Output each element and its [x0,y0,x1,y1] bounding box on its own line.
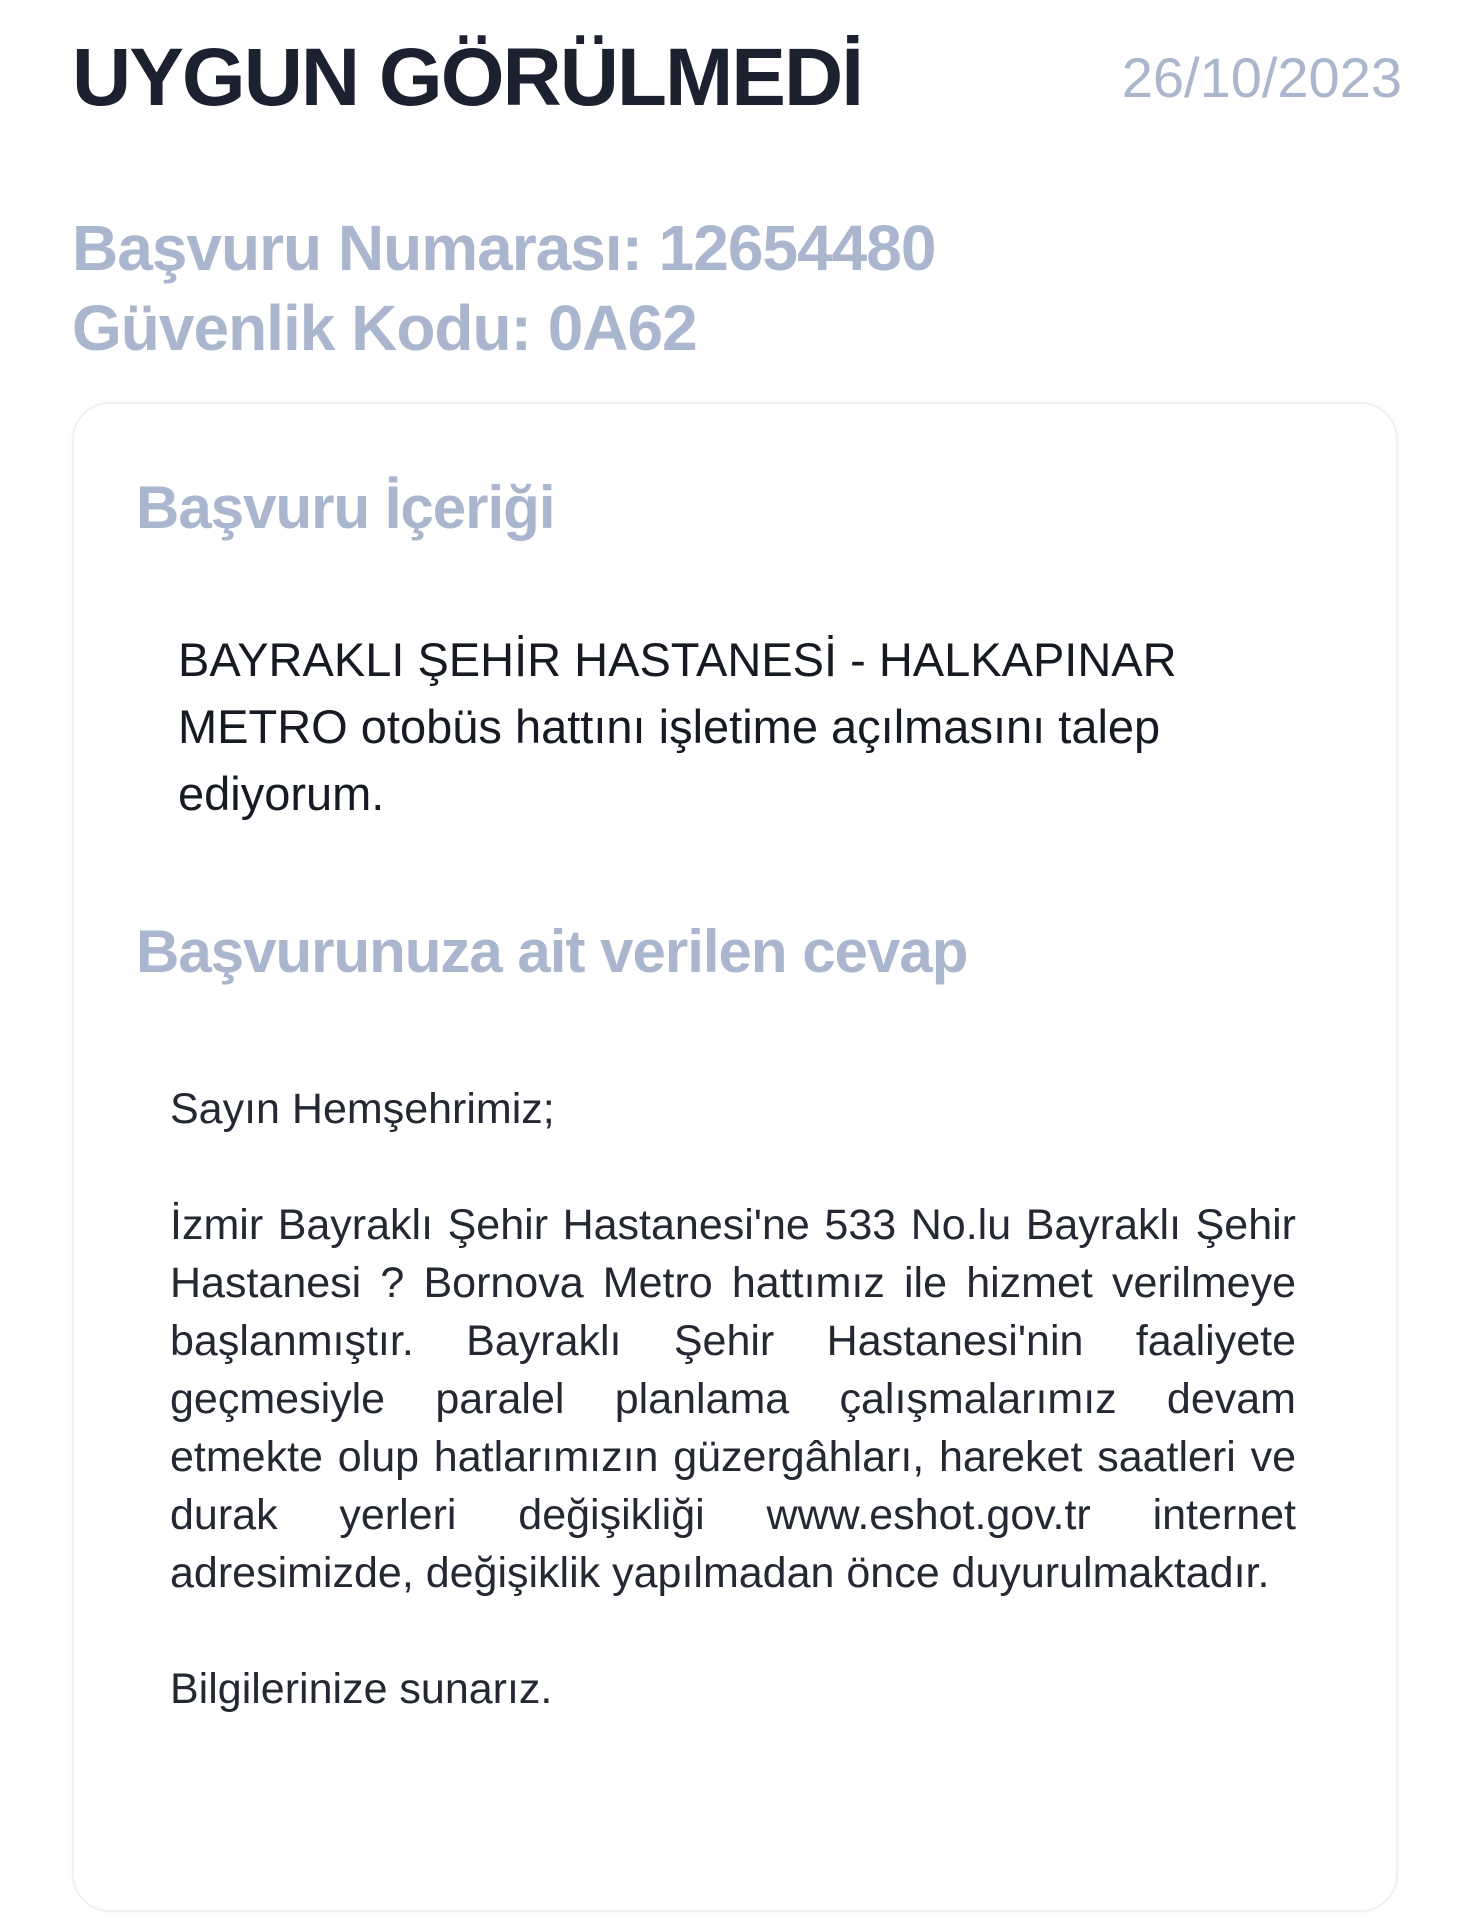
request-text: BAYRAKLI ŞEHİR HASTANESİ - HALKAPINAR METRO otobüs hattını işletime açılmasını talep ediyorum. [178,633,1177,820]
application-date: 26/10/2023 [1121,46,1402,109]
security-code: Güvenlik Kodu: 0A62 [72,292,697,364]
header [72,28,1402,128]
application-meta [72,208,935,368]
answer-greeting: Sayın Hemşehrimiz; [170,1085,555,1133]
status-title: UYGUN GÖRÜLMEDİ [72,32,862,123]
application-card [72,402,1398,1912]
content-section-title: Başvuru İçeriği [136,474,555,541]
application-number: Başvuru Numarası: 12654480 [72,212,936,284]
answer-body: İzmir Bayraklı Şehir Hastanesi'ne 533 No.lu Bayraklı Şehir Hastanesi ? Bornova Metro hattımız ile hizmet verilmeye başlanmıştır. Bayraklı Şehir Hastanesi'nin faaliyete geçmesiyle paralel planlama çalışmalarımız devam etmekte olup hatlarımızın güzergâhları, hareket saatleri ve durak yerleri değişikliği www.eshot.gov.tr internet adresimizde, değişiklik yapılmadan önce duyurulmaktadır. [170,1201,1296,1597]
answer-section-title: Başvurunuza ait verilen cevap [136,918,968,985]
answer-text [170,1080,1296,1718]
answer-closing: Bilgilerinize sunarız. [170,1665,553,1713]
